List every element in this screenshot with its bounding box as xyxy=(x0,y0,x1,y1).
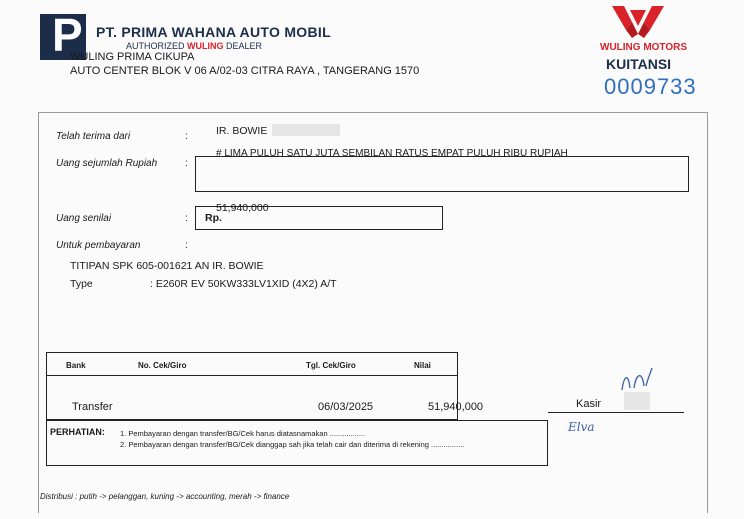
redacted-name xyxy=(272,124,340,136)
header-cek-number: No. Cek/Giro xyxy=(138,361,187,370)
signature-line xyxy=(548,412,684,413)
header-cek-date: Tgl. Cek/Giro xyxy=(306,361,356,370)
cashier-label: Kasir xyxy=(576,398,602,410)
notice-title: PERHATIAN: xyxy=(50,427,105,437)
currency-label: Rp. xyxy=(205,212,222,224)
payment-table-header xyxy=(47,353,457,376)
branch-name: WULING PRIMA CIKUPA xyxy=(70,51,195,63)
amount-value: 51,940,000 xyxy=(216,202,269,214)
distribution-note: Distribusi : putih -> pelanggan, kuning -> accounting, merah -> finance xyxy=(40,492,290,501)
amount-label: Uang senilai xyxy=(56,213,112,224)
dealer-suffix: DEALER xyxy=(226,41,263,51)
colon: : xyxy=(185,131,188,142)
dealer-brand: WULING xyxy=(187,41,224,51)
type-value: : E260R EV 50KW333LV1XID (4X2) A/T xyxy=(150,278,337,290)
purpose-label: Untuk pembayaran xyxy=(56,240,141,251)
cashier-signature: Elva xyxy=(568,420,595,434)
received-from-label: Telah terima dari xyxy=(56,131,131,142)
row-date: 06/03/2025 xyxy=(318,401,374,413)
redacted-signature xyxy=(624,392,650,410)
colon: : xyxy=(185,213,188,224)
company-logo-letter: P xyxy=(52,9,83,61)
row-bank: Transfer xyxy=(72,401,113,413)
branch-address: AUTO CENTER BLOK V 06 A/02-03 CITRA RAYA , TANGERANG 1570 xyxy=(70,65,420,77)
brand-logo-text: WULING MOTORS xyxy=(600,42,688,53)
wuling-logo-icon xyxy=(608,4,668,40)
company-name: PT. PRIMA WAHANA AUTO MOBIL xyxy=(96,24,331,40)
document-title: KUITANSI xyxy=(606,56,672,72)
dealer-prefix: AUTHORIZED xyxy=(126,41,185,51)
received-from-value: IR. BOWIE xyxy=(216,125,268,137)
amount-words-box xyxy=(195,156,689,192)
type-label: Type xyxy=(70,278,93,290)
amount-words-value: # LIMA PULUH SATU JUTA SEMBILAN RATUS EMPAT PULUH RIBU RUPIAH xyxy=(216,148,568,159)
authorized-dealer xyxy=(126,41,262,51)
row-value: 51,940,000 xyxy=(428,401,484,413)
signature-scribble-icon xyxy=(618,364,658,394)
notice-item: 2. Pembayaran dengan transfer/BG/Cek dianggap sah jika telah cair dan diterima di rekening ................ xyxy=(120,440,465,449)
colon: : xyxy=(185,240,188,251)
header-bank: Bank xyxy=(66,361,86,370)
amount-words-label: Uang sejumlah Rupiah xyxy=(56,158,158,169)
document-number: 0009733 xyxy=(604,74,697,99)
purpose-line: TITIPAN SPK 605-001621 AN IR. BOWIE xyxy=(70,260,264,272)
notice-item: 1. Pembayaran dengan transfer/BG/Cek harus diatasnamakan ................. xyxy=(120,429,366,438)
colon: : xyxy=(185,158,188,169)
header-value: Nilai xyxy=(414,361,431,370)
